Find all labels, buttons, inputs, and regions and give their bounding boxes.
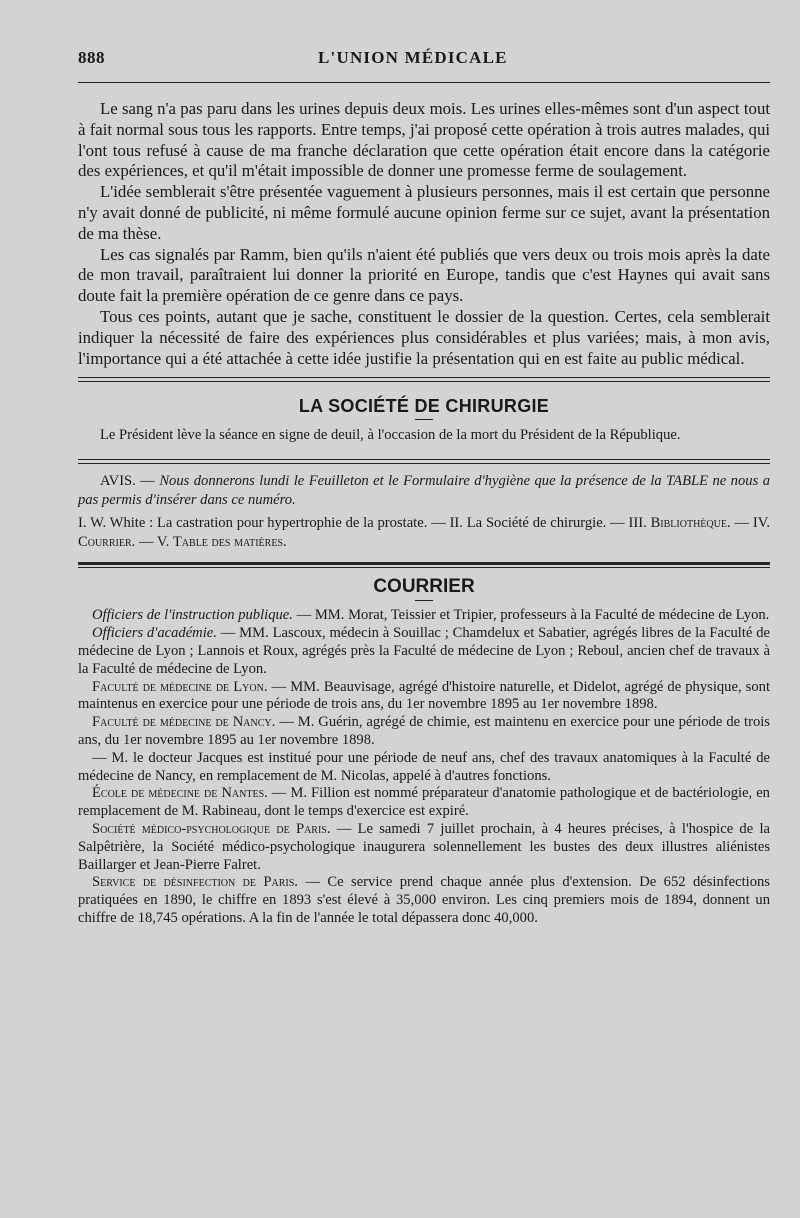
courrier-item	[78, 714, 770, 750]
courrier-item	[78, 679, 770, 715]
avis-notice	[78, 472, 770, 510]
article-body	[78, 99, 770, 369]
courrier-lead: Service de désinfection de Paris.	[92, 874, 298, 891]
courrier-lead: École de médecine de Nantes.	[92, 785, 268, 802]
courrier-text: — M. Guérin, agrégé de chimie, est maintenu en exercice pour une période de trois ans, du 1er novembre 1895 au 1er novembre 1898.	[78, 714, 770, 748]
avis-label: AVIS. —	[100, 473, 155, 490]
courrier-item	[78, 821, 770, 874]
courrier-item	[78, 607, 770, 625]
courrier-heading: COURRIER	[373, 576, 475, 598]
article-paragraph: L'idée semblerait s'être présentée vaguement à plusieurs personnes, mais il est certain que personne n'y avait donné de publicité, ni même formulé aucune opinion ferme sur ce sujet, avant la présentation de ma thèse.	[78, 182, 770, 243]
toc-num: — V.	[138, 534, 170, 551]
toc-num: — II.	[431, 515, 463, 532]
courrier-lead: Officiers de l'instruction publique.	[92, 607, 293, 624]
heading-dash	[415, 419, 433, 420]
societe-heading: LA SOCIÉTÉ DE CHIRURGIE	[298, 396, 550, 417]
courrier-text: — M. le docteur Jacques est institué pour une période de neuf ans, chef des travaux anatomiques à la Faculté de médecine de Nancy, en remplacement de M. Nicolas, appelé à d'autres fonctions.	[78, 749, 770, 784]
section-divider	[78, 459, 770, 464]
header-rule	[78, 82, 770, 83]
courrier-text: — MM. Beauvisage, agrégé d'histoire naturelle, et Didelot, agrégé de physique, sont maintenus en exercice pour une période de trois ans, du 1er novembre 1895 au 1er novembre 1898.	[78, 678, 770, 713]
heading-dash	[415, 600, 433, 601]
courrier-text: — MM. Lascoux, médecin à Souillac ; Chamdelux et Sabatier, agrégés libres de la Faculté de médecine de Lyon ; Lannois et Roux, agrégés près la Faculté de médecine de Lyon ; Reboul, ancien chef de travaux à la Faculté de médecine de Lyon.	[78, 625, 770, 677]
toc-item: Table des matières.	[172, 534, 287, 551]
courrier-lead: Officiers d'académie.	[92, 625, 217, 642]
courrier-item	[78, 785, 770, 821]
courrier-lead: Société médico-psychologique de Paris.	[92, 820, 331, 837]
toc-item: La Société de chirurgie.	[466, 515, 607, 532]
toc-num: I.	[78, 515, 87, 532]
toc-num: — III.	[610, 515, 647, 532]
courrier-item	[78, 750, 770, 786]
journal-title: L'UNION MÉDICALE	[318, 48, 508, 67]
section-divider	[78, 562, 770, 565]
page-number: 888	[78, 48, 105, 67]
toc-num: — IV.	[734, 515, 770, 532]
courrier-text: — MM. Morat, Teissier et Tripier, professeurs à la Faculté de médecine de Lyon.	[292, 607, 770, 624]
article-paragraph: Les cas signalés par Ramm, bien qu'ils n'aient été publiés que vers deux ou trois mois après la date de mon travail, paraîtraient lui donner la priorité en Europe, tandis que c'est Haynes qui avait sans doute fait la première opération de ce genre dans ce pays.	[78, 244, 770, 306]
toc-item: Courrier.	[78, 534, 136, 551]
courrier-text: — Ce service prend chaque année plus d'extension. De 652 désinfections pratiquées en 1890, le chiffre en 1893 s'est élevé à 35,000 environ. Les cinq premiers mois de 1894, donnent un chiffre de 18,745 opérations. A la fin de l'année le total dépassera donc 40,000.	[78, 874, 770, 926]
courrier-lead: Faculté de médecine de Nancy.	[92, 714, 276, 731]
article-paragraph: Tous ces points, autant que je sache, constituent le dossier de la question. Certes, cela semblerait indiquer la nécessité de faire des expériences plus considérables et plus variées; mais, à mon avis, l'importance qui a été attachée à cette idée justifie la présentation qui en est faite au public médical.	[78, 306, 770, 368]
societe-text: Le Président lève la séance en signe de deuil, à l'occasion de la mort du Président de la République.	[100, 427, 681, 444]
avis-text: Nous donnerons lundi le Feuilleton et le Formulaire d'hygiène que la présence de la TABLE ne nous a pas permis d'insérer dans ce numéro.	[78, 473, 770, 509]
toc-item: W. White : La castration pour hypertrophie de la prostate.	[90, 515, 428, 532]
section-divider	[78, 377, 770, 382]
article-paragraph: Le sang n'a pas paru dans les urines depuis deux mois. Les urines elles-mêmes sont d'un aspect tout à fait normal sous tous les rapports. Entre temps, j'ai proposé cette opération à trois autres malades, qui l'ont tous refusé à cause de ma franche déclaration que cette opération était encore dans la catégorie des expériences, et qu'il m'était impossible de donner une promesse ferme de soulagement.	[78, 99, 770, 181]
courrier-list	[78, 607, 770, 927]
courrier-lead: Faculté de médecine de Lyon.	[92, 678, 268, 695]
courrier-text: — M. Fillion est nommé préparateur d'anatomie pathologique et de bactériologie, en remplacement de M. Rabineau, dont le temps d'exercice est expiré.	[78, 785, 770, 820]
page-header	[78, 44, 770, 74]
section-divider-thin	[78, 567, 770, 568]
courrier-item	[78, 874, 770, 927]
courrier-item	[78, 625, 770, 678]
toc-item: Bibliothèque.	[650, 515, 731, 532]
courrier-text: — Le samedi 7 juillet prochain, à 4 heures précises, à l'hospice de la Salpêtrière, la Société médico-psychologique inaugurera solennellement les bustes des deux illustres aliénistes Baillarger et Jean-Pierre Falret.	[78, 820, 770, 873]
table-of-contents	[78, 514, 770, 552]
